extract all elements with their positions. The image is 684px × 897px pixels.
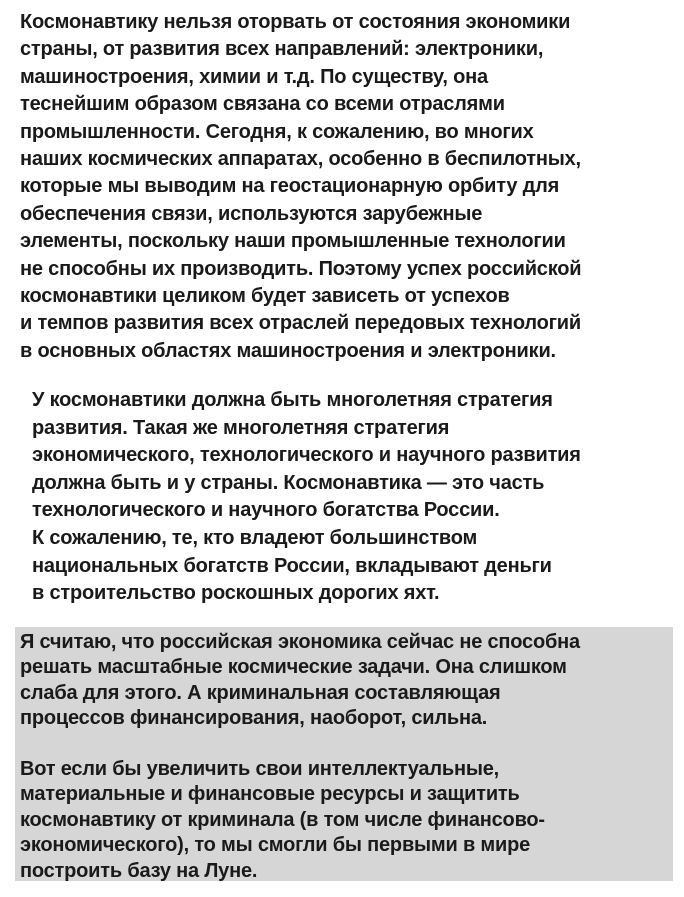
text-line: в основных областях машиностроения и электроники.: [20, 339, 556, 362]
text-line: должна быть и у страны. Космонавтика — это часть: [32, 471, 545, 494]
paragraph-economy: [20, 9, 670, 365]
paragraph-moon-base: [20, 757, 670, 884]
text-line: У космонавтики должна быть многолетняя стратегия: [32, 389, 553, 411]
text-line: национальных богатств России, вкладывают деньги: [32, 554, 552, 577]
text-line: решать масштабные космические задачи. Она слишком: [20, 656, 567, 679]
text-line: машиностроения, химии и т.д. По существу, она: [20, 65, 488, 88]
text-line: Я считаю, что российская экономика сейчас не способна: [20, 631, 580, 653]
text-line: слаба для этого. А криминальная составляющая: [20, 681, 501, 704]
text-line: экономического), то мы смогли бы первыми в мире: [20, 834, 531, 857]
text-line: не способны их производить. Поэтому успех российской: [20, 257, 582, 280]
text-line: теснейшим образом связана со всеми отраслями: [20, 93, 505, 116]
text-line: процессов финансирования, наоборот, сильна.: [20, 707, 488, 730]
text-line: космонавтики целиком будет зависеть от успехов: [20, 285, 510, 308]
text-line: космонавтику от криминала (в том числе финансово-: [20, 808, 545, 831]
text-line: материальные и финансовые ресурсы и защитить: [20, 783, 520, 806]
text-line: Вот если бы увеличить свои интеллектуальные,: [20, 758, 499, 780]
text-line: технологического и научного богатства России.: [32, 499, 500, 522]
text-line: и темпов развития всех отраслей передовых технологий: [20, 312, 581, 335]
text-line: которые мы выводим на геостационарную орбиту для: [20, 175, 560, 198]
text-line: Космонавтику нельзя оторвать от состояния экономики: [20, 11, 571, 33]
text-line: страны, от развития всех направлений: электроники,: [20, 38, 544, 61]
text-line: построить базу на Луне.: [20, 859, 258, 882]
text-line: обеспечения связи, используются зарубежные: [20, 202, 483, 225]
paragraph-strategy: [32, 387, 672, 608]
text-line: наших космических аппаратах, особенно в беспилотных,: [20, 148, 581, 171]
text-line: экономического, технологического и научного развития: [32, 444, 581, 467]
text-line: промышленности. Сегодня, к сожалению, во многих: [20, 120, 534, 143]
paragraph-opinion: [20, 630, 670, 732]
text-line: элементы, поскольку наши промышленные технологии: [20, 230, 566, 253]
text-line: развития. Такая же многолетняя стратегия: [32, 416, 450, 439]
text-line: К сожалению, те, кто владеют большинством: [32, 526, 478, 549]
text-line: в строительство роскошных дорогих яхт.: [32, 582, 440, 605]
